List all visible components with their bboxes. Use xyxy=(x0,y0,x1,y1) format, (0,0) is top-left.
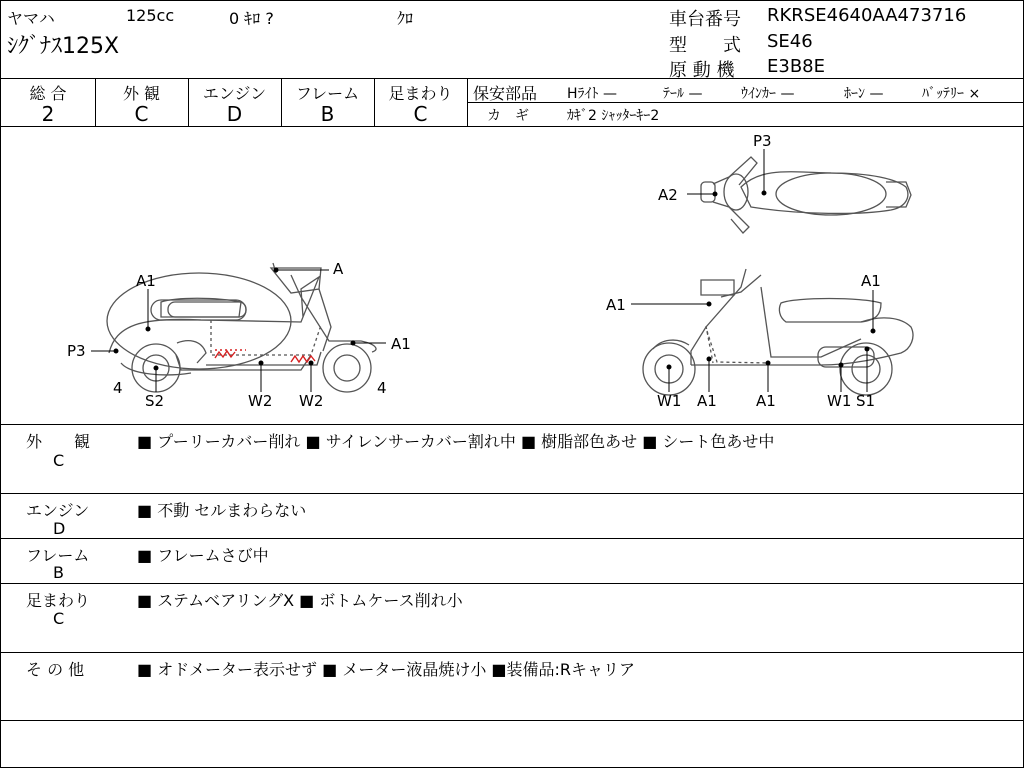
key-value: ｶｷﾞ2 ｼｬｯﾀｰｷｰ2 xyxy=(567,108,660,124)
label-left-a-handle: A xyxy=(333,260,344,278)
label-left-4-front: 4 xyxy=(377,379,387,397)
note-suspension-text: ■ ステムベアリングX ■ ボトムケース削れ小 xyxy=(137,591,463,610)
label-right-s1: S1 xyxy=(856,392,876,410)
damage-marks xyxy=(215,350,315,362)
note-exterior-text: ■ プーリーカバー削れ ■ サイレンサーカバー割れ中 ■ 樹脂部色あせ ■ シート色あせ中 xyxy=(137,432,775,451)
note-suspension-label: 足まわり xyxy=(26,591,91,610)
grade-frame-value: B xyxy=(320,102,335,126)
note-other-text: ■ オドメーター表示せず ■ メーター液晶焼け小 ■装備品:Rキャリア xyxy=(137,660,636,679)
safety-winker: ｳｲﾝｶｰ — xyxy=(741,86,795,102)
safety-label: 保安部品 xyxy=(473,84,538,103)
label-right-a1-a: A1 xyxy=(697,392,717,410)
note-suspension-grade: C xyxy=(53,609,65,628)
frame-no-label: 車台番号 xyxy=(669,9,741,30)
note-frame-text: ■ フレームさび中 xyxy=(137,546,269,565)
label-left-w2-a: W2 xyxy=(248,392,273,410)
type-value: SE46 xyxy=(767,31,813,52)
label-top-p3: P3 xyxy=(753,132,772,150)
note-engine-label: エンジン xyxy=(26,501,90,520)
label-right-a1-seat: A1 xyxy=(861,272,881,290)
grade-suspension-label: 足まわり xyxy=(388,84,453,103)
note-frame-grade: B xyxy=(53,563,64,582)
safety-horn: ﾎｰﾝ — xyxy=(844,86,884,102)
frame-no: RKRSE4640AA473716 xyxy=(767,5,967,26)
body-color: ｸﾛ xyxy=(397,9,414,28)
note-engine-grade: D xyxy=(53,519,66,538)
engine-value: E3B8E xyxy=(767,56,825,77)
type-label: 型 式 xyxy=(669,35,741,56)
displacement: 125cc xyxy=(126,6,175,25)
note-frame-label: フレーム xyxy=(26,546,90,565)
key-label: カ ギ xyxy=(487,108,529,124)
label-left-p3: P3 xyxy=(67,342,86,360)
grade-engine-value: D xyxy=(226,102,243,126)
safety-headlight: Hﾗｲﾄ — xyxy=(567,86,617,102)
grade-suspension-value: C xyxy=(413,102,428,126)
safety-taillight: ﾃｰﾙ — xyxy=(663,86,703,102)
note-exterior-label: 外 観 xyxy=(26,432,91,451)
label-right-w1-a: W1 xyxy=(657,392,682,410)
label-left-a1-seat: A1 xyxy=(136,272,156,290)
note-other-label: そ の 他 xyxy=(26,660,85,679)
label-right-a1-front: A1 xyxy=(606,296,626,314)
grade-total-value: 2 xyxy=(41,102,55,126)
label-left-a1-front: A1 xyxy=(391,335,411,353)
grade-total-label: 総 合 xyxy=(29,84,67,103)
label-top-a2: A2 xyxy=(658,186,678,204)
label-left-s2: S2 xyxy=(145,392,165,410)
scooter-diagram xyxy=(1,127,1023,425)
scooter-top-view xyxy=(701,157,911,233)
grade-exterior-value: C xyxy=(134,102,149,126)
note-exterior-grade: C xyxy=(53,451,65,470)
grade-engine-label: エンジン xyxy=(202,84,267,103)
label-left-4-rear: 4 xyxy=(113,379,123,397)
safety-battery: ﾊﾞｯﾃﾘｰ × xyxy=(922,86,981,102)
model-name: ｼｸﾞﾅｽ125X xyxy=(7,34,120,59)
mileage: 0 ｷﾛ ? xyxy=(229,9,274,28)
label-right-w1-b: W1 xyxy=(827,392,852,410)
note-engine-text: ■ 不動 セルまわらない xyxy=(137,501,307,520)
grade-exterior-label: 外 観 xyxy=(122,84,161,103)
engine-label: 原 動 機 xyxy=(669,60,735,81)
label-left-w2-b: W2 xyxy=(299,392,324,410)
grade-frame-label: フレーム xyxy=(295,84,360,103)
label-right-a1-b: A1 xyxy=(756,392,776,410)
maker: ヤマハ xyxy=(7,9,55,28)
